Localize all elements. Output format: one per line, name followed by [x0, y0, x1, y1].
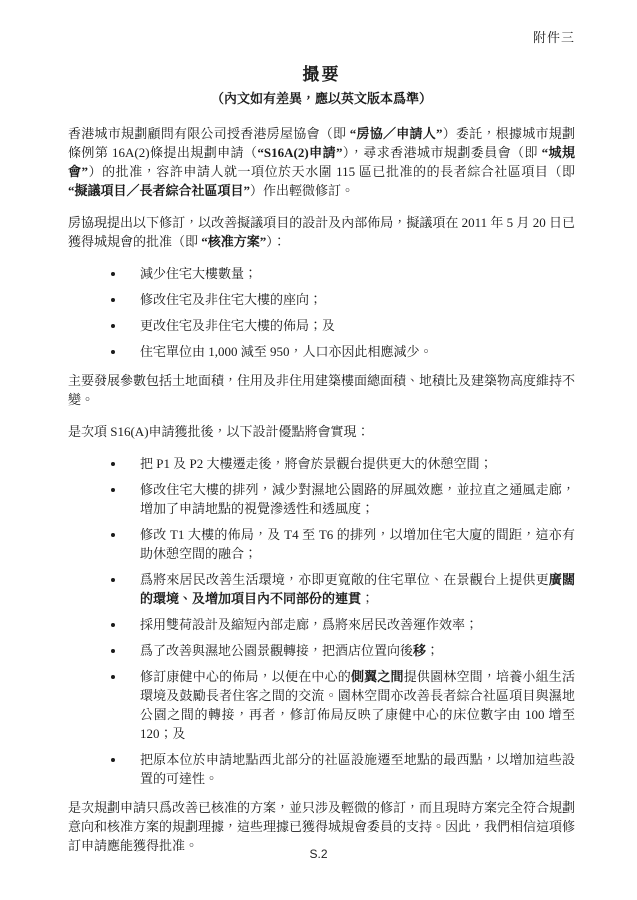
list-item: • 把 P1 及 P2 大樓遷走後，將會於景觀台提供更大的休憩空間； — [126, 454, 575, 473]
list-item: • 把原本位於申請地點西北部分的社區設施遷至地點的最西點，以增加這些設置的可達性。 — [126, 750, 575, 788]
list-item: • 修訂康健中心的佈局，以便在中心的側翼之間提供園林空間，培養小組生活環境及鼓勵長者住客之間的交流。園林空間亦改善長者綜合社區項目與濕地公園之間的轉接，再者，修訂佈局反映了康健中心的床位數字由 100 增至 120；及 — [126, 667, 575, 743]
list-item: • 採用雙荷設計及縮短內部走廊，爲將來居民改善運作效率； — [126, 615, 575, 634]
doc-title: 撮要 — [302, 65, 341, 84]
list-item: • 減少住宅大樓數量； — [126, 264, 575, 283]
doc-subtitle: （內文如有差異，應以英文版本爲準） — [210, 91, 432, 106]
paragraph-merits-intro: 是次項 S16(A)申請獲批後，以下設計優點將會實現： — [68, 424, 370, 439]
list-item: • 修改住宅大樓的排列，減少對濕地公園路的屏風效應，並拉直之通風走廊，增加了申請地點的視覺滲透性和透風度； — [126, 480, 575, 518]
modifications-list — [68, 264, 575, 361]
list-item: • 爲將來居民改善生活環境，亦即更寬敞的住宅單位、在景觀台上提供更廣闊的環境、及增加項目內不同部份的連貫； — [126, 570, 575, 608]
paragraph-development-parameters: 主要發展參數包括土地面積，住用及非住用建築樓面總面積、地積比及建築物高度維持不變。 — [68, 373, 576, 407]
list-item: • 更改住宅及非住宅大樓的佈局；及 — [126, 316, 575, 335]
page-number: S.2 — [309, 847, 328, 861]
list-item: • 住宅單位由 1,000 減至 950，人口亦因此相應減少。 — [126, 342, 575, 361]
annex-label: 附件三 — [532, 30, 575, 45]
paragraph-modifications-intro: 房協現提出以下修訂，以改善擬議項目的設計及內部佈局，擬議項在 2011 年 5 月 20 日已獲得城規會的批准（即 “核准方案”）： — [68, 215, 575, 249]
paragraph-conclusion: 是次規劃申請只爲改善已核准的方案，並只涉及輕微的修訂，而且現時方案完全符合規劃意向和核准方案的規劃理據，這些理據已獲得城規會委員的支持。因此，我們相信這項修訂申請應能獲得批准。 — [68, 800, 576, 853]
paragraph-commission-intro: 香港城市規劃顧問有限公司授香港房屋協會（即 “房協／申請人”）委託，根據城市規劃條例第 16A(2)條提出規劃申請（“S16A(2)申請”），尋求香港城市規劃委員會（即 “城規會”）的批准，容許申請人就一項位於天水圍 115 區已批准的的長者綜合社區項目（即 “擬議項目／長者綜合社區項目”）作出輕微修訂。 — [68, 126, 575, 198]
list-item: • 修改住宅及非住宅大樓的座向； — [126, 290, 575, 309]
list-item: • 爲了改善與濕地公園景觀轉接，把酒店位置向後移； — [126, 641, 575, 660]
merits-list — [68, 454, 575, 788]
list-item: • 修改 T1 大樓的佈局，及 T4 至 T6 的排列，以增加住宅大廈的間距，這亦有助休憩空間的融合； — [126, 525, 575, 563]
